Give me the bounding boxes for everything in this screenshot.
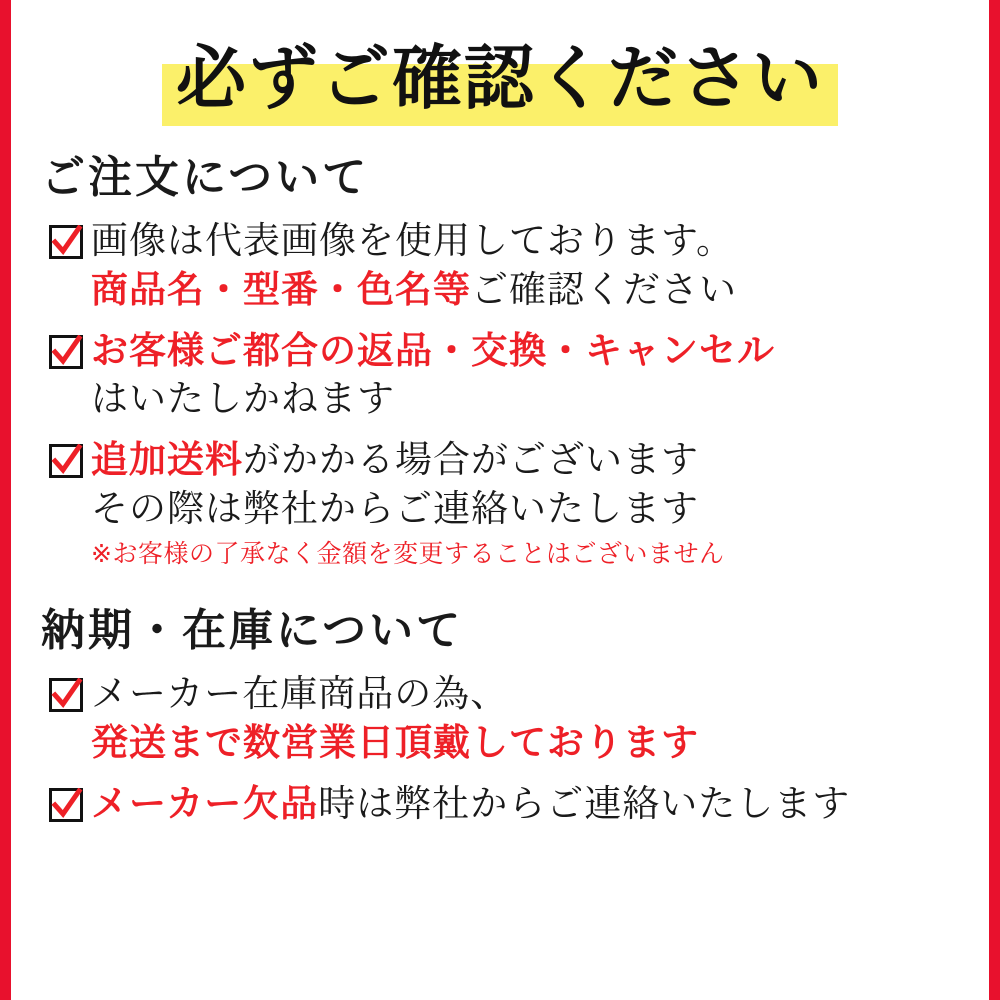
checkbox-checked-icon <box>49 678 83 712</box>
normal-text: 時は弊社からご連絡いたします <box>318 782 851 826</box>
list-item-line: 発送まで数営業日頂戴しております <box>91 721 699 765</box>
section-heading-orders: ご注文について <box>41 152 370 203</box>
list-item-line: その際は弊社からご連絡いたします <box>91 487 699 531</box>
page-title-wrapper <box>11 38 989 123</box>
checkbox-checked-icon <box>49 225 83 259</box>
normal-text: ご確認ください <box>471 267 737 311</box>
list-item-text <box>91 217 989 315</box>
emphasis-text: 商品名・型番・色名等 <box>91 267 471 311</box>
list-item-text <box>91 327 989 425</box>
section-heading-delivery: 納期・在庫について <box>41 605 464 657</box>
list-item <box>49 217 989 315</box>
list-item <box>49 436 989 570</box>
checkbox-checked-icon <box>49 788 83 822</box>
page-title <box>162 38 838 123</box>
checkbox-checked-icon <box>49 335 83 369</box>
page-title-text: 必ずご確認ください <box>176 37 824 119</box>
list-item <box>49 670 989 768</box>
list-item <box>49 780 989 829</box>
emphasis-text: メーカー欠品 <box>91 782 319 826</box>
left-red-bar <box>0 0 11 1000</box>
list-item-text <box>91 780 989 829</box>
list-item-line: はいたしかねます <box>91 377 395 421</box>
list-item-line <box>91 266 989 315</box>
list-item-line: メーカー在庫商品の為、 <box>91 672 509 716</box>
list-item-line <box>91 780 989 829</box>
normal-text: がかかる場合がございます <box>243 438 699 482</box>
emphasis-text: 追加送料 <box>91 438 243 482</box>
list-item-line: 画像は代表画像を使用しております。 <box>91 219 735 262</box>
checkbox-checked-icon <box>49 444 83 478</box>
notice-content <box>11 0 989 1000</box>
list-item-text <box>91 670 989 768</box>
list-item-note: ※お客様の了承なく金額を変更することはございません <box>91 538 725 568</box>
list-item-text <box>91 436 989 570</box>
list-item <box>49 327 989 425</box>
list-item-line: お客様ご都合の返品・交換・キャンセル <box>91 328 775 372</box>
list-item-line <box>91 436 989 485</box>
right-red-bar <box>989 0 1000 1000</box>
